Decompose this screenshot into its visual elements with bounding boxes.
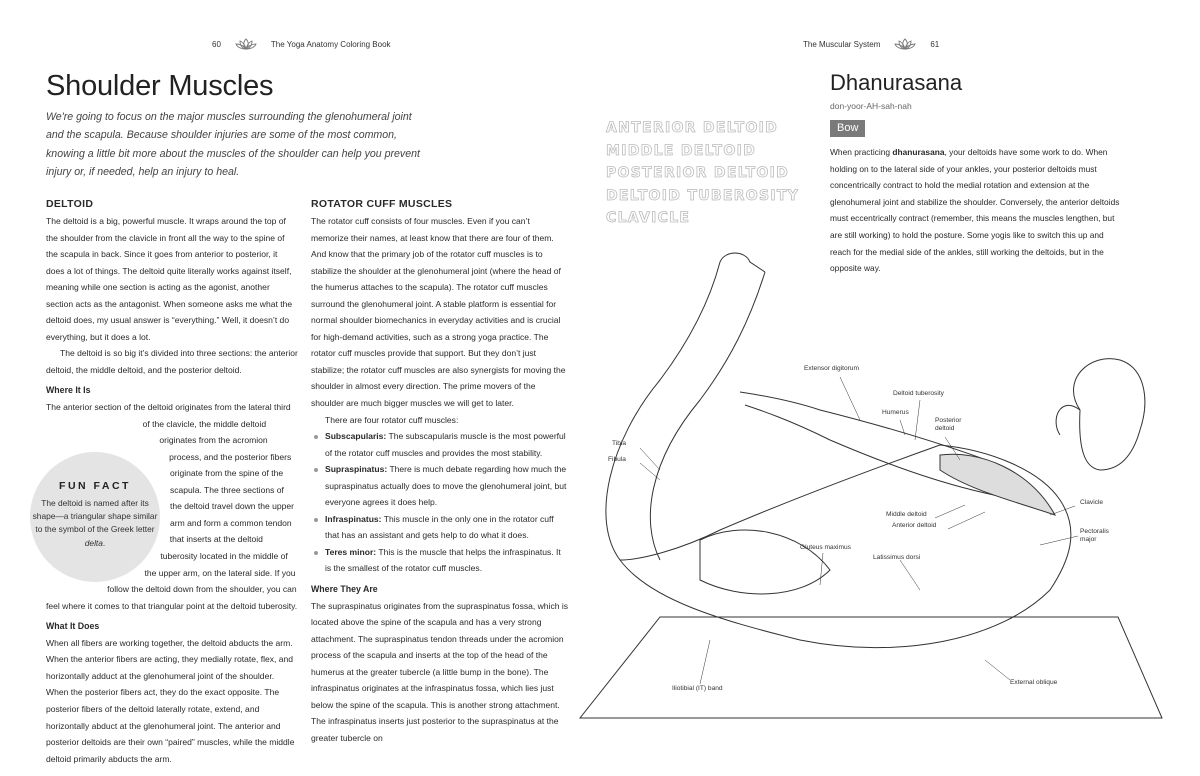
deltoid-paragraph: The deltoid is a big, powerful muscle. It wraps around the top of the shoulder from the clavicle in front all the way to the spine of the scapula in back. Since it goes from anterior to posterior, it does a lot of things. The deltoid quite literally works against itself, meaning while one section is acting as the agonist, another section acts as the antagonist. When someone asks me what the deltoid does, my usual answer is “everything.” Well, it doesn’t do everything, but it does a lot. xyxy=(46,216,293,342)
deltoid-paragraph: The deltoid is so big it’s divided into three sections: the anterior deltoid, the middle deltoid, and the posterior deltoid. xyxy=(46,348,298,375)
rotator-cuff-heading: ROTATOR CUFF MUSCLES xyxy=(311,198,453,210)
coloring-key-item: POSTERIOR DELTOID xyxy=(606,165,790,181)
label-fibula: Fibula xyxy=(608,456,626,463)
label-humerus: Humerus xyxy=(882,409,909,416)
page-number-right: 61 xyxy=(930,39,940,49)
what-it-does-text: When all fibers are working together, the deltoid abducts the arm. When the anterior fibers are acting, they medially rotate, flex, and horizontally adduct at the glenohumeral joint of the shoulder. When the posterior fibers act, they do the exact opposite. The posterior fibers of the deltoid laterally rotate, extend, and horizontally abduct at the glenohumeral joint. The anterior and posterior deltoids are their own “paired” muscles, while the middle deltoid primarily abducts the arm. xyxy=(46,637,295,764)
page-title: Shoulder Muscles xyxy=(46,70,274,102)
pronunciation: don-yoor-AH-sah-nah xyxy=(830,101,912,111)
deltoid-heading: DELTOID xyxy=(46,198,94,210)
label-gluteus-maximus: Gluteus maximus xyxy=(800,544,851,551)
label-external-oblique: External oblique xyxy=(1010,679,1058,686)
rotator-cuff-list-intro: There are four rotator cuff muscles: xyxy=(325,414,459,425)
list-item: Infraspinatus: This muscle in the only one in the rotator cuff that has an assistant and gets help to do what it does. xyxy=(311,511,569,544)
where-it-is-text: The anterior section of the deltoid originates from the lateral third of the clavicle, the middle deltoid originates from the acromion process, and the posterior fibers originate from the spine of the scapula. The three sections of the deltoid travel down the upper arm and form a common tendon that inserts at the deltoid tuberosity located in the middle of the upper arm, on the lateral side. If you follow the deltoid down from the shoulder, you can feel where it comes to that triangular point at the deltoid tuberosity. xyxy=(46,402,298,611)
coloring-key-item: MIDDLE DELTOID xyxy=(606,142,757,159)
label-extensor-digitorum: Extensor digitorum xyxy=(804,365,859,372)
gluteus xyxy=(700,530,830,594)
hair xyxy=(1056,405,1080,435)
label-latissimus-dorsi: Latissimus dorsi xyxy=(873,554,921,561)
list-item: Supraspinatus: There is much debate regarding how much the supraspinatus actually does to move the glenohumeral joint, but everyone agrees it does help. xyxy=(311,461,569,511)
back xyxy=(620,445,940,560)
intro-text: We're going to focus on the major muscles surrounding the glenohumeral joint and the scapula. Because shoulder injuries are some of the most common, knowing a little bit more about the muscles of the shoulder can help you prevent injury or, if needed, help an injury to heal. xyxy=(46,111,420,178)
what-it-does-heading: What It Does xyxy=(46,621,100,632)
coloring-key-item: ANTERIOR DELTOID xyxy=(606,120,779,136)
feet xyxy=(720,253,765,272)
chapter-title: The Muscular System xyxy=(803,39,881,49)
label-anterior-deltoid: Anterior deltoid xyxy=(892,522,937,529)
label-pectoralis-major: Pectoralis major xyxy=(1080,528,1109,543)
page-number-left: 60 xyxy=(212,39,221,49)
english-name-tag: Bow xyxy=(830,120,865,137)
list-item: Subscapularis: The subscapularis muscle is the most powerful of the rotator cuff muscles and provides the most stability. xyxy=(311,428,569,461)
yoga-mat xyxy=(580,617,1162,718)
label-it-band: Iliotibial (IT) band xyxy=(672,685,723,692)
list-item: Teres minor: This is the muscle that helps the infraspinatus. It is the smallest of the rotator cuff muscles. xyxy=(311,544,569,577)
book-title: The Yoga Anatomy Coloring Book xyxy=(270,39,391,49)
label-tibia: Tibia xyxy=(612,440,627,447)
fun-fact-text: The deltoid is named after its shape—a triangular shape similar to the symbol of the Greek letter delta. xyxy=(32,497,158,548)
pose-description: When practicing dhanurasana, your deltoids have some work to do. When holding on to the lateral side of your ankles, your posterior deltoids must concentrically contract to hold the medial rotation and extension at the glenohumeral joint and stabilize the shoulder. Conversely, the anterior deltoids must eccentrically contract (remember, this means the muscles lengthen, but are still working) to hold the posture. Some yogis like to switch this up and reach for the medial side of the ankles, still working the deltoids, but in the opposite way. xyxy=(830,147,1120,274)
rotator-cuff-paragraph: The rotator cuff consists of four muscles. Even if you can’t memorize their names, at least know that there are four of them. And know that the primary job of the rotator cuff muscles is to stabilize the shoulder at the glenohumeral joint (where the head of the humerus attaches to the scapula). The rotator cuff muscles surround the glenohumeral joint. A stable platform is essential for normal shoulder biomechanics in everyday activities and is crucial for high-demand activities, such as a strong yoga practice. The rotator cuff muscles provide that support. But they don’t just stabilize; the rotator cuff muscles are also synergists for moving the shoulder in almost every direction. The prime movers of the shoulder are much bigger muscles we will get to later. xyxy=(311,216,566,409)
leg xyxy=(606,262,720,560)
leg-inner xyxy=(650,272,765,560)
where-they-are-heading: Where They Are xyxy=(311,584,378,595)
coloring-key-item: DELTOID TUBEROSITY xyxy=(606,187,800,204)
label-deltoid-tuberosity: Deltoid tuberosity xyxy=(893,390,944,397)
where-they-are-text: The supraspinatus originates from the supraspinatus fossa, which is located above the spine of the scapula and has a very strong attachment. The supraspinatus tendon threads under the acromion process of the scapula and inserts at the top of the head of the humerus at the greater tubercle (a little bump in the bone). The infraspinatus originates at the infraspinatus fossa, which lies just below the spine of the scapula. This is another strong attachment. The infraspinatus inserts just posterior to the supraspinatus at the greater tubercle on xyxy=(311,600,569,743)
label-posterior-deltoid: Posterior deltoid xyxy=(935,417,962,432)
label-middle-deltoid: Middle deltoid xyxy=(886,511,927,518)
deltoid xyxy=(940,454,1055,515)
coloring-key-item: CLAVICLE xyxy=(606,210,691,226)
fun-fact-title: FUN FACT xyxy=(59,480,131,493)
where-it-is-heading: Where It Is xyxy=(46,385,91,396)
label-clavicle: Clavicle xyxy=(1080,499,1104,506)
pose-title: Dhanurasana xyxy=(830,70,963,95)
head xyxy=(1074,359,1145,470)
